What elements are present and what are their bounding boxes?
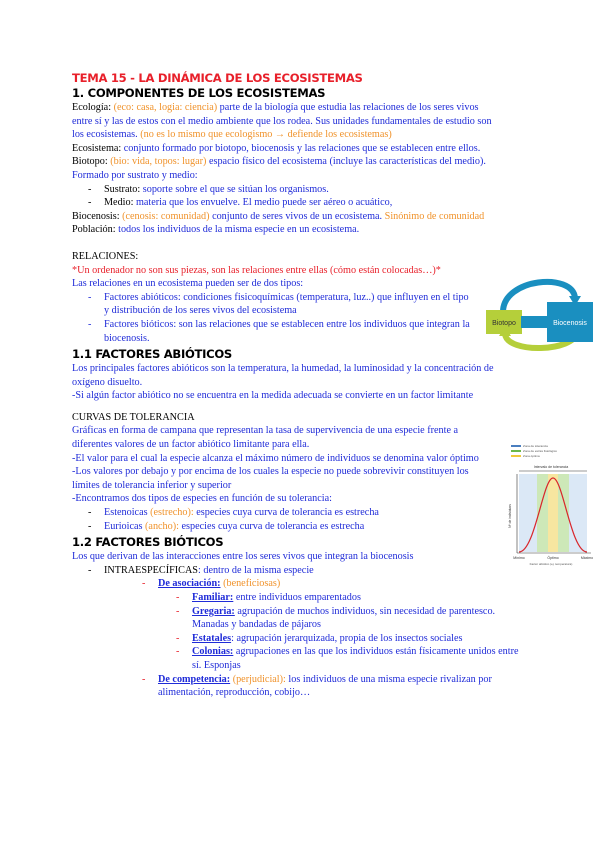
- list-item: - Sustrato: soporte sobre el que se sitúan los organismos.: [104, 183, 527, 197]
- x-tick-label: Máximo: [580, 556, 594, 560]
- list-item: - Estenoicas (estrecho): especies cuya curva de tolerancia es estrecha: [104, 506, 527, 520]
- document-page: [72, 71, 527, 700]
- biocenosis-definition: Biocenosis: (cenosis: comunidad) conjunto de seres vivos de un ecosistema. Sinónimo de comunidad: [72, 210, 485, 222]
- range-label: Intervalo de tolerancia: [533, 465, 569, 469]
- limitante-paragraph: -Si algún factor abiótico no se encuentra en la medida adecuada se convierte en un factor limitante: [72, 390, 474, 402]
- x-tick-label: Mínimo: [513, 556, 525, 560]
- bioticos-intro: Los que derivan de las interacciones entre los seres vivos que integran la biocenosis: [72, 551, 414, 563]
- x-axis-label: Factor abiótico (ej. temperatura): [529, 562, 573, 566]
- ecosistema-definition: Ecosistema: conjunto formado por biotopo, biocenosis y las relaciones que se establecen entre ellos.: [72, 142, 481, 154]
- x-tick-label: Óptimo: [547, 556, 559, 560]
- optimum-zone: [548, 474, 558, 552]
- legend-item: Zona de estrés fisiológico: [523, 449, 558, 453]
- legend-swatch: [511, 445, 521, 447]
- list-item: - De asociación: (beneficiosas) - Familiar: entre individuos emparentados - Gregaria: agrupación de muchos individuos, sin necesidad de parentesco. Manadas y bandadas de pájaros - Estatales: agrupación jerarquizada, propia de los insectos sociales - Colonias: agrupaciones en las que los individuos están físicamente unidos entre sí. Esponjas: [158, 577, 527, 672]
- section-1-heading: 1. COMPONENTES DE LOS ECOSISTEMAS: [72, 86, 326, 100]
- asociacion-list: [158, 591, 527, 673]
- document-title: TEMA 15 - LA DINÁMICA DE LOS ECOSISTEMAS: [72, 71, 363, 85]
- list-item: - Gregaria: agrupación de muchos individuos, sin necesidad de parentesco. Manadas y bandadas de pájaros: [192, 605, 527, 632]
- formado-text: Formado por sustrato y medio:: [72, 169, 198, 181]
- list-item: - Eurioicas (ancho): especies cuya curva de tolerancia es estrecha: [104, 520, 527, 534]
- legend-item: Zona de tolerancia: [523, 444, 548, 448]
- relaciones-heading: RELACIONES:: [72, 250, 139, 262]
- list-item: - INTRAESPECÍFICAS: dentro de la misma especie - De asociación: (beneficiosas) - Familiar: entre individuos emparentados - Gregaria: agrupación de muchos individuos, sin necesidad de parentesco. Manadas y bandadas de pájaros - Estatales: agrupación jerarquizada, propia de los insectos sociales - Colonias: agrupaciones en las que los individuos están físicamente unidos entre sí. Esponjas - De competencia: (perjudicial): los individuos de una misma especie rivalizan por alimentación, reproducción, cobijo…: [104, 564, 527, 700]
- relaciones-list: [72, 291, 472, 345]
- tolerance-curve-chart: [505, 440, 597, 570]
- list-item: - Factores bióticos: son las relaciones que se establecen entre los individuos que integran la biocenosis.: [104, 318, 472, 345]
- abioticos-paragraph: Los principales factores abióticos son la temperatura, la humedad, la luminosidad y la concentración de oxígeno disuelto.: [72, 363, 494, 388]
- list-item: - Familiar: entre individuos emparentados: [192, 591, 527, 605]
- y-axis-label: Nº de individuos: [508, 504, 512, 528]
- list-item: - De competencia: (perjudicial): los individuos de una misma especie rivalizan por alimentación, reproducción, cobijo…: [158, 673, 527, 700]
- curvas-heading: CURVAS DE TOLERANCIA: [72, 411, 195, 423]
- biocenosis-label: Biocenosis: [553, 320, 587, 327]
- list-item: - Factores abióticos: condiciones fisicoquímicas (temperatura, luz..) que influyen en el tipo y distribución de los seres vivos del ecosistema: [104, 291, 472, 318]
- relaciones-quote: *Un ordenador no son sus piezas, son las relaciones entre ellas (cómo están colocadas…)*: [72, 264, 441, 276]
- legend-item: Zona óptima: [523, 454, 540, 458]
- list-item: - Medio: materia que los envuelve. El medio puede ser aéreo o acuático,: [104, 196, 527, 210]
- list-item: - Colonias: agrupaciones en las que los individuos están físicamente unidos entre sí. Esponjas: [192, 645, 527, 672]
- curvas-p2: -El valor para el cual la especie alcanza el máximo número de individuos se denomina valor óptimo: [72, 452, 479, 464]
- bioticos-list: [72, 564, 527, 700]
- ecologia-definition: Ecología: (eco: casa, logia: ciencia) parte de la biología que estudia las relaciones de los seres vivos entre sí y las de estos con el medio ambiente que los rodea. Sus unidades fundamentales de estudio son los ecosistemas. (no es lo mismo que ecologismo → defiende los ecosistemas): [72, 102, 492, 141]
- section-1-1-heading: 1.1 FACTORES ABIÓTICOS: [72, 347, 232, 362]
- biotopo-definition: Biotopo: (bio: vida, topos: lugar) espacio físico del ecosistema (incluye las características del medio).: [72, 156, 486, 168]
- curvas-p1: Gráficas en forma de campana que representan la tasa de supervivencia de una especie frente a diferentes valores de un factor abiótico limitante para ella.: [72, 425, 459, 451]
- relaciones-intro: Las relaciones en un ecosistema pueden ser de dos tipos:: [72, 278, 304, 290]
- intra-list: [104, 577, 527, 699]
- curvas-p4: -Encontramos dos tipos de especies en función de su tolerancia:: [72, 493, 332, 505]
- biotopo-components-list: [72, 183, 527, 210]
- legend-swatch: [511, 450, 521, 452]
- biotopo-label: Biotopo: [492, 320, 516, 327]
- poblacion-definition: Población: todos los individuos de la misma especie en un ecosistema.: [72, 224, 360, 236]
- curvas-p3: -Los valores por debajo y por encima de los cuales la especie no puede sobrevivir constituyen los límites de tolerancia inferior y superior: [72, 466, 469, 491]
- connector-bar: [521, 316, 549, 328]
- section-1-2-heading: 1.2 FACTORES BIÓTICOS: [72, 535, 224, 550]
- list-item: - Estatales: agrupación jerarquizada, propia de los insectos sociales: [192, 632, 527, 646]
- ecosystem-diagram: [485, 270, 595, 355]
- legend-swatch: [511, 455, 521, 457]
- tolerancia-list: [72, 506, 527, 533]
